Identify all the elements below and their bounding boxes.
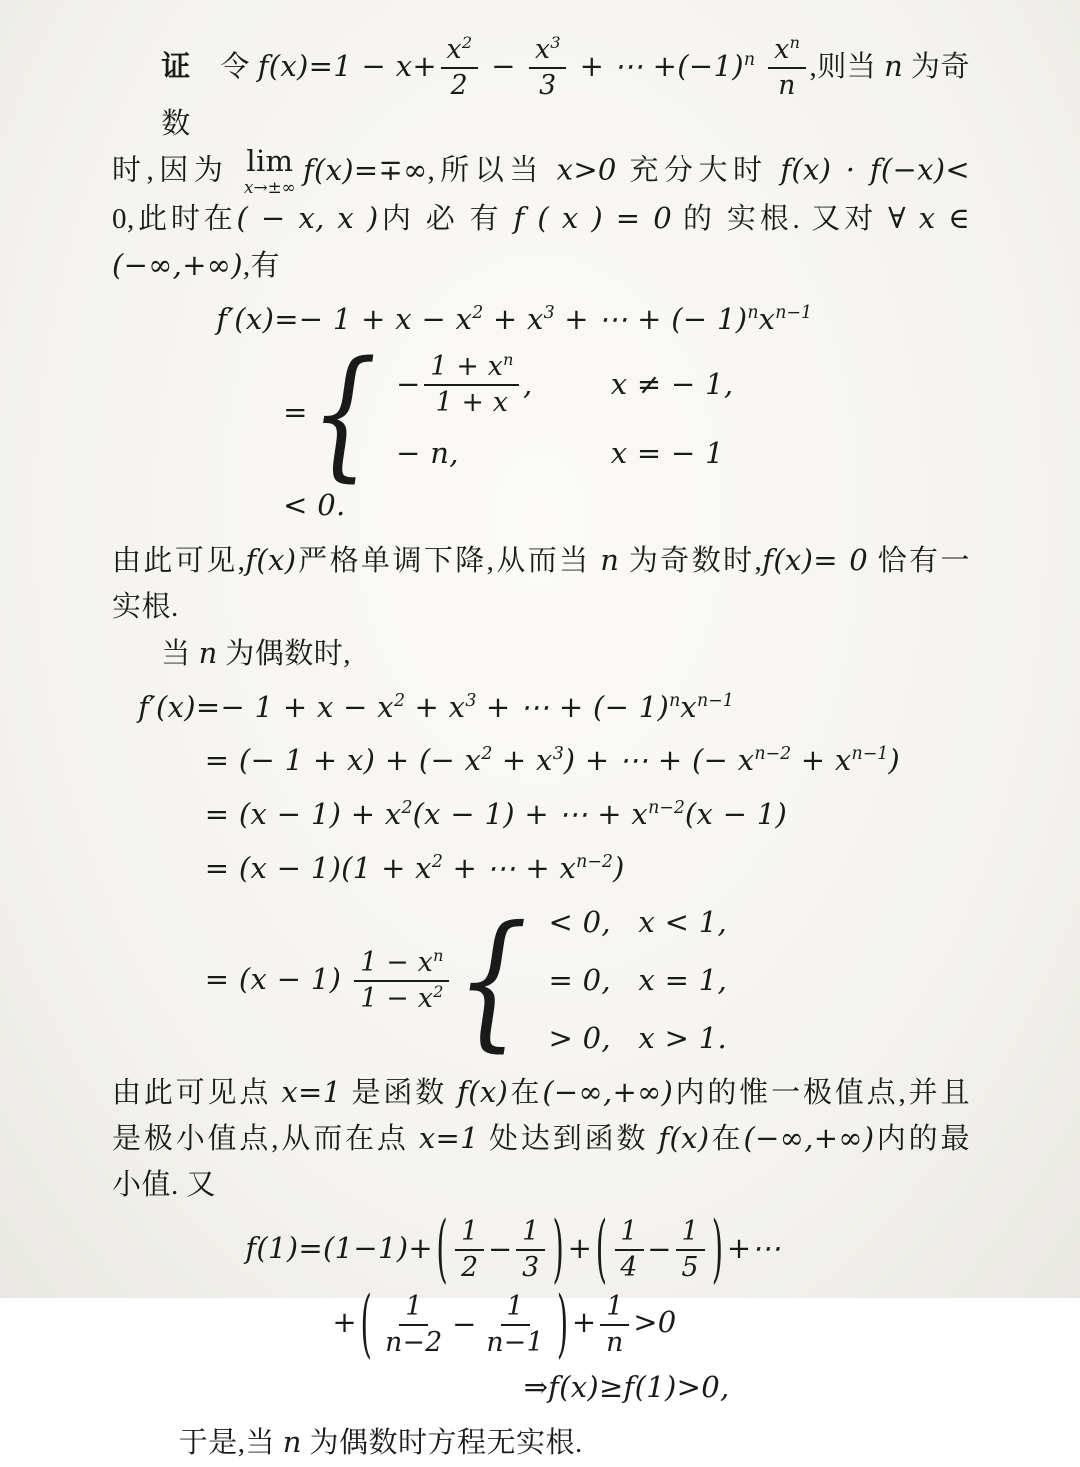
math-expression: = $(x - 1) + x^2(x - 1)$ + ⋯ + $x^{n-2}(x - 1)$: [204, 797, 788, 832]
math-expression: = (x − 1) $\frac{1 - x^n}{1 - x^2}$ { < 0, x < 1, = 0, x = 1, > 0, x > 1.: [204, 894, 727, 1066]
math-expression: f(1)=(1−1)+ ( $\frac{1}{2}$ − $\frac{1}{3}$ ) + ( $\frac{1}{4}$ − $\frac{1}{5}$ ) +⋯: [245, 1205, 781, 1292]
text-line: 实根.: [112, 590, 179, 623]
fraction-numerator: $x^2$: [441, 34, 478, 69]
case-condition: x ≠ − 1,: [610, 366, 734, 401]
text-line: [112, 738, 970, 785]
proof-content: [112, 34, 970, 1467]
display-equation: [112, 1205, 970, 1412]
case-expression: < 0,: [548, 904, 611, 939]
math-expression: (−∞,+∞): [743, 1121, 875, 1156]
fraction-numerator: 1: [676, 1216, 705, 1251]
text-line: [112, 483, 970, 530]
math-expression: (−∞,+∞): [112, 248, 243, 283]
cases-row: [396, 431, 733, 477]
case-condition: x < 1,: [638, 904, 727, 939]
math-fraction: [455, 1216, 484, 1284]
math-fraction: [424, 351, 519, 419]
text-line: 于是,当 n 为偶数时方程无实根.: [178, 1425, 583, 1460]
case-expression: − n,: [396, 435, 459, 470]
text-line: 证 令 f(x)=1 − x+ $\frac{x^2}{2}$ − $\frac{x^3}{3}$ + ⋯ $+(-1)^n$ $\frac{x^n}{n}$ ,则当 n 为奇数: [161, 33, 970, 140]
math-expression: f(x) · f(−x)<: [780, 152, 970, 187]
fraction-denominator: 3: [522, 1252, 540, 1284]
text-line: 是极小值点,从而在点 x=1 处达到函数 f(x)在(−∞,+∞)内的最: [112, 1121, 970, 1156]
math-expression: n: [282, 1425, 302, 1460]
math-expression: f(x): [658, 1121, 710, 1156]
bold-text: 证: [161, 50, 191, 83]
fraction-denominator: 3: [539, 70, 557, 102]
fraction-denominator: 2: [450, 70, 468, 102]
math-expression: n: [600, 543, 620, 578]
superscript: n−1: [696, 690, 734, 711]
group-content: $\frac{1}{2}$ − $\frac{1}{3}$: [452, 1216, 550, 1284]
math-expression: (−∞,+∞): [542, 1074, 674, 1109]
superscript: 3: [552, 744, 564, 765]
superscript: n: [433, 945, 444, 965]
superscript: 2: [472, 303, 484, 324]
math-expression: x=1: [281, 1074, 342, 1109]
superscript: n−2: [648, 798, 685, 819]
superscript: 2: [433, 982, 444, 1002]
superscript: 3: [465, 690, 477, 711]
superscript: 3: [543, 303, 555, 324]
math-fraction: [600, 1291, 629, 1359]
superscript: n: [747, 303, 759, 324]
math-expression: ∀ x ∈: [888, 201, 970, 236]
math-expression: $f'(x)=- 1 + x - x^2 + x^3$ + ⋯ + (− $1)^nx^{n-1}$: [216, 301, 813, 336]
cases-row: [549, 1016, 727, 1062]
superscript: n: [503, 349, 514, 369]
math-expression: f(x): [245, 543, 297, 578]
superscript: 3: [550, 33, 561, 53]
superscript: n−1: [851, 744, 889, 765]
fraction-denominator: 5: [681, 1252, 699, 1284]
fraction-numerator: 1: [615, 1216, 644, 1251]
text-line: (−∞,+∞),有: [112, 248, 281, 283]
fraction-denominator: 4: [620, 1252, 638, 1284]
math-expression: x>0: [556, 152, 617, 187]
text-line: [112, 297, 970, 344]
implies-arrow-icon: ⇒: [523, 1370, 549, 1405]
case-expression: − $\frac{1 + x^n}{1 + x}$ ,: [396, 349, 533, 418]
fraction-numerator: 1: [600, 1291, 629, 1326]
math-expression: f(x): [457, 1074, 509, 1109]
math-expression: ⇒f(x)≥f(1)>0,: [523, 1370, 730, 1405]
math-expression: lim x→±∞ f(x)=∓∞: [244, 144, 428, 198]
cases-group: [310, 330, 734, 496]
text-line: 时,因为 lim x→±∞ f(x)=∓∞,所以当 x>0 充分大时 f(x) · f(−x)<: [112, 144, 970, 198]
fraction-denominator: n−1: [486, 1326, 544, 1358]
text-line: [112, 846, 970, 893]
superscript: n−1: [775, 303, 813, 324]
cases-row: [549, 900, 727, 946]
math-expression: + ( $\frac{1}{n-2}$ − $\frac{1}{n-1}$ ) + $\frac{1}{n}$ >0: [332, 1279, 677, 1367]
case-condition: x = 1,: [638, 962, 727, 997]
case-condition: x = − 1: [610, 435, 724, 470]
fraction-numerator: $x^n$: [768, 34, 805, 69]
cases-rows: [549, 900, 727, 1062]
fraction-numerator: $1 + x^n$: [424, 351, 519, 386]
math-expression: f(x)= 0: [762, 543, 868, 578]
math-expression: f(x)=1 − x+ $\frac{x^2}{2}$ − $\frac{x^3}{3}$ + ⋯ $+(-1)^n$ $\frac{x^n}{n}$: [258, 49, 810, 83]
math-fraction: [529, 34, 566, 102]
paragraph: [112, 631, 970, 678]
text-line: [112, 685, 970, 732]
math-expression: < 0.: [283, 488, 346, 523]
left-paren: (: [436, 1205, 449, 1292]
text-line: 当 n 为偶数时,: [161, 635, 352, 670]
right-paren: ): [552, 1205, 565, 1292]
paragraph: [112, 538, 970, 631]
superscript: n−2: [576, 852, 613, 873]
math-expression: = (− 1 + x) + (− $x^2 + x^3$) + ⋯ + (− $x^{n-2} + x^{n-1}$): [204, 743, 900, 778]
text-line: [112, 894, 970, 1066]
fraction-denominator: n−2: [385, 1326, 443, 1358]
text-line: 0,此时在( − x, x )内 必 有 f ( x ) = 0 的 实根. 又对 ∀ x ∈: [112, 201, 970, 236]
superscript: n: [669, 690, 681, 711]
left-brace: {: [310, 330, 378, 496]
fraction-denominator: n: [606, 1326, 624, 1358]
superscript: 2: [461, 33, 473, 53]
math-expression: n: [198, 635, 218, 670]
math-expression: x=1: [418, 1121, 479, 1156]
left-brace: {: [455, 894, 529, 1066]
fraction-denominator: $1 - x^2$: [360, 982, 444, 1015]
math-fraction: [516, 1216, 545, 1284]
fraction-numerator: $x^3$: [529, 34, 566, 69]
superscript: 2: [431, 852, 443, 873]
paragraph: [112, 1420, 970, 1467]
text-line: [112, 1279, 970, 1367]
text-line: [112, 1365, 970, 1412]
text-line: [112, 330, 970, 496]
fraction-denominator: n: [778, 70, 796, 102]
fraction-numerator: $1 - x^n$: [354, 947, 449, 982]
superscript: n: [743, 50, 756, 71]
fraction-numerator: 1: [516, 1216, 545, 1251]
fraction-numerator: 1: [501, 1291, 530, 1326]
right-paren: ): [711, 1205, 724, 1292]
text-line: 小值. 又: [112, 1169, 217, 1202]
parenthesized-group: [592, 1205, 727, 1292]
superscript: 2: [401, 798, 413, 819]
math-fraction: [441, 34, 478, 102]
math-fraction: [354, 947, 449, 1015]
case-expression: > 0,: [548, 1020, 611, 1055]
math-expression: n: [884, 48, 904, 83]
paragraph: [112, 34, 970, 290]
cases-row: [549, 958, 727, 1004]
right-paren: ): [556, 1279, 569, 1367]
limit-operator: [244, 144, 296, 198]
left-paren: (: [595, 1205, 608, 1292]
math-expression: = { − $\frac{1 + x^n}{1 + x}$ , x ≠ − 1, − n, x = − 1: [283, 330, 734, 496]
case-condition: x > 1.: [638, 1020, 727, 1055]
display-equation: [112, 685, 970, 1066]
superscript: n: [789, 33, 800, 53]
group-content: $\frac{1}{n-2}$ − $\frac{1}{n-1}$: [376, 1291, 554, 1359]
limit-label: lim: [246, 144, 294, 179]
math-fraction: [615, 1216, 644, 1284]
left-paren: (: [360, 1279, 373, 1367]
cases-rows: [396, 351, 733, 477]
math-expression: f ( x ) = 0: [513, 201, 672, 236]
display-equation: [112, 297, 970, 530]
parenthesized-group: [433, 1205, 568, 1292]
math-fraction: [379, 1291, 448, 1359]
fraction-denominator: 2: [461, 1252, 479, 1284]
math-expression: = $(x - 1)(1 + x^2$ + ⋯ + $x^{n-2}$): [204, 851, 625, 885]
math-fraction: [676, 1216, 705, 1284]
limit-subscript: x→±∞: [244, 177, 296, 198]
fraction-numerator: 1: [399, 1291, 428, 1326]
superscript: 2: [481, 744, 493, 765]
superscript: n−2: [754, 744, 792, 765]
superscript: 2: [393, 690, 406, 711]
text-line: [112, 792, 970, 839]
text-line: 由此可见点 x=1 是函数 f(x)在(−∞,+∞)内的惟一极值点,并且: [112, 1074, 970, 1109]
fraction-denominator: 1 + x: [435, 386, 509, 418]
fraction-numerator: 1: [455, 1216, 484, 1251]
math-fraction: [768, 34, 805, 102]
math-fraction: [481, 1291, 550, 1359]
group-content: $\frac{1}{4}$ − $\frac{1}{5}$: [611, 1216, 709, 1284]
math-expression: $f'(x)=- 1 + x - x^2 + x^3$ + ⋯ + (− $1)^nx^{n-1}$: [138, 689, 734, 724]
case-expression: = 0,: [548, 962, 611, 997]
text-line: 由此可见,f(x)严格单调下降,从而当 n 为奇数时,f(x)= 0 恰有一: [112, 543, 970, 578]
cases-row: [396, 351, 733, 419]
math-expression: ( − x, x ): [236, 201, 379, 236]
text-line: [112, 1205, 970, 1292]
paragraph: [112, 1070, 970, 1209]
